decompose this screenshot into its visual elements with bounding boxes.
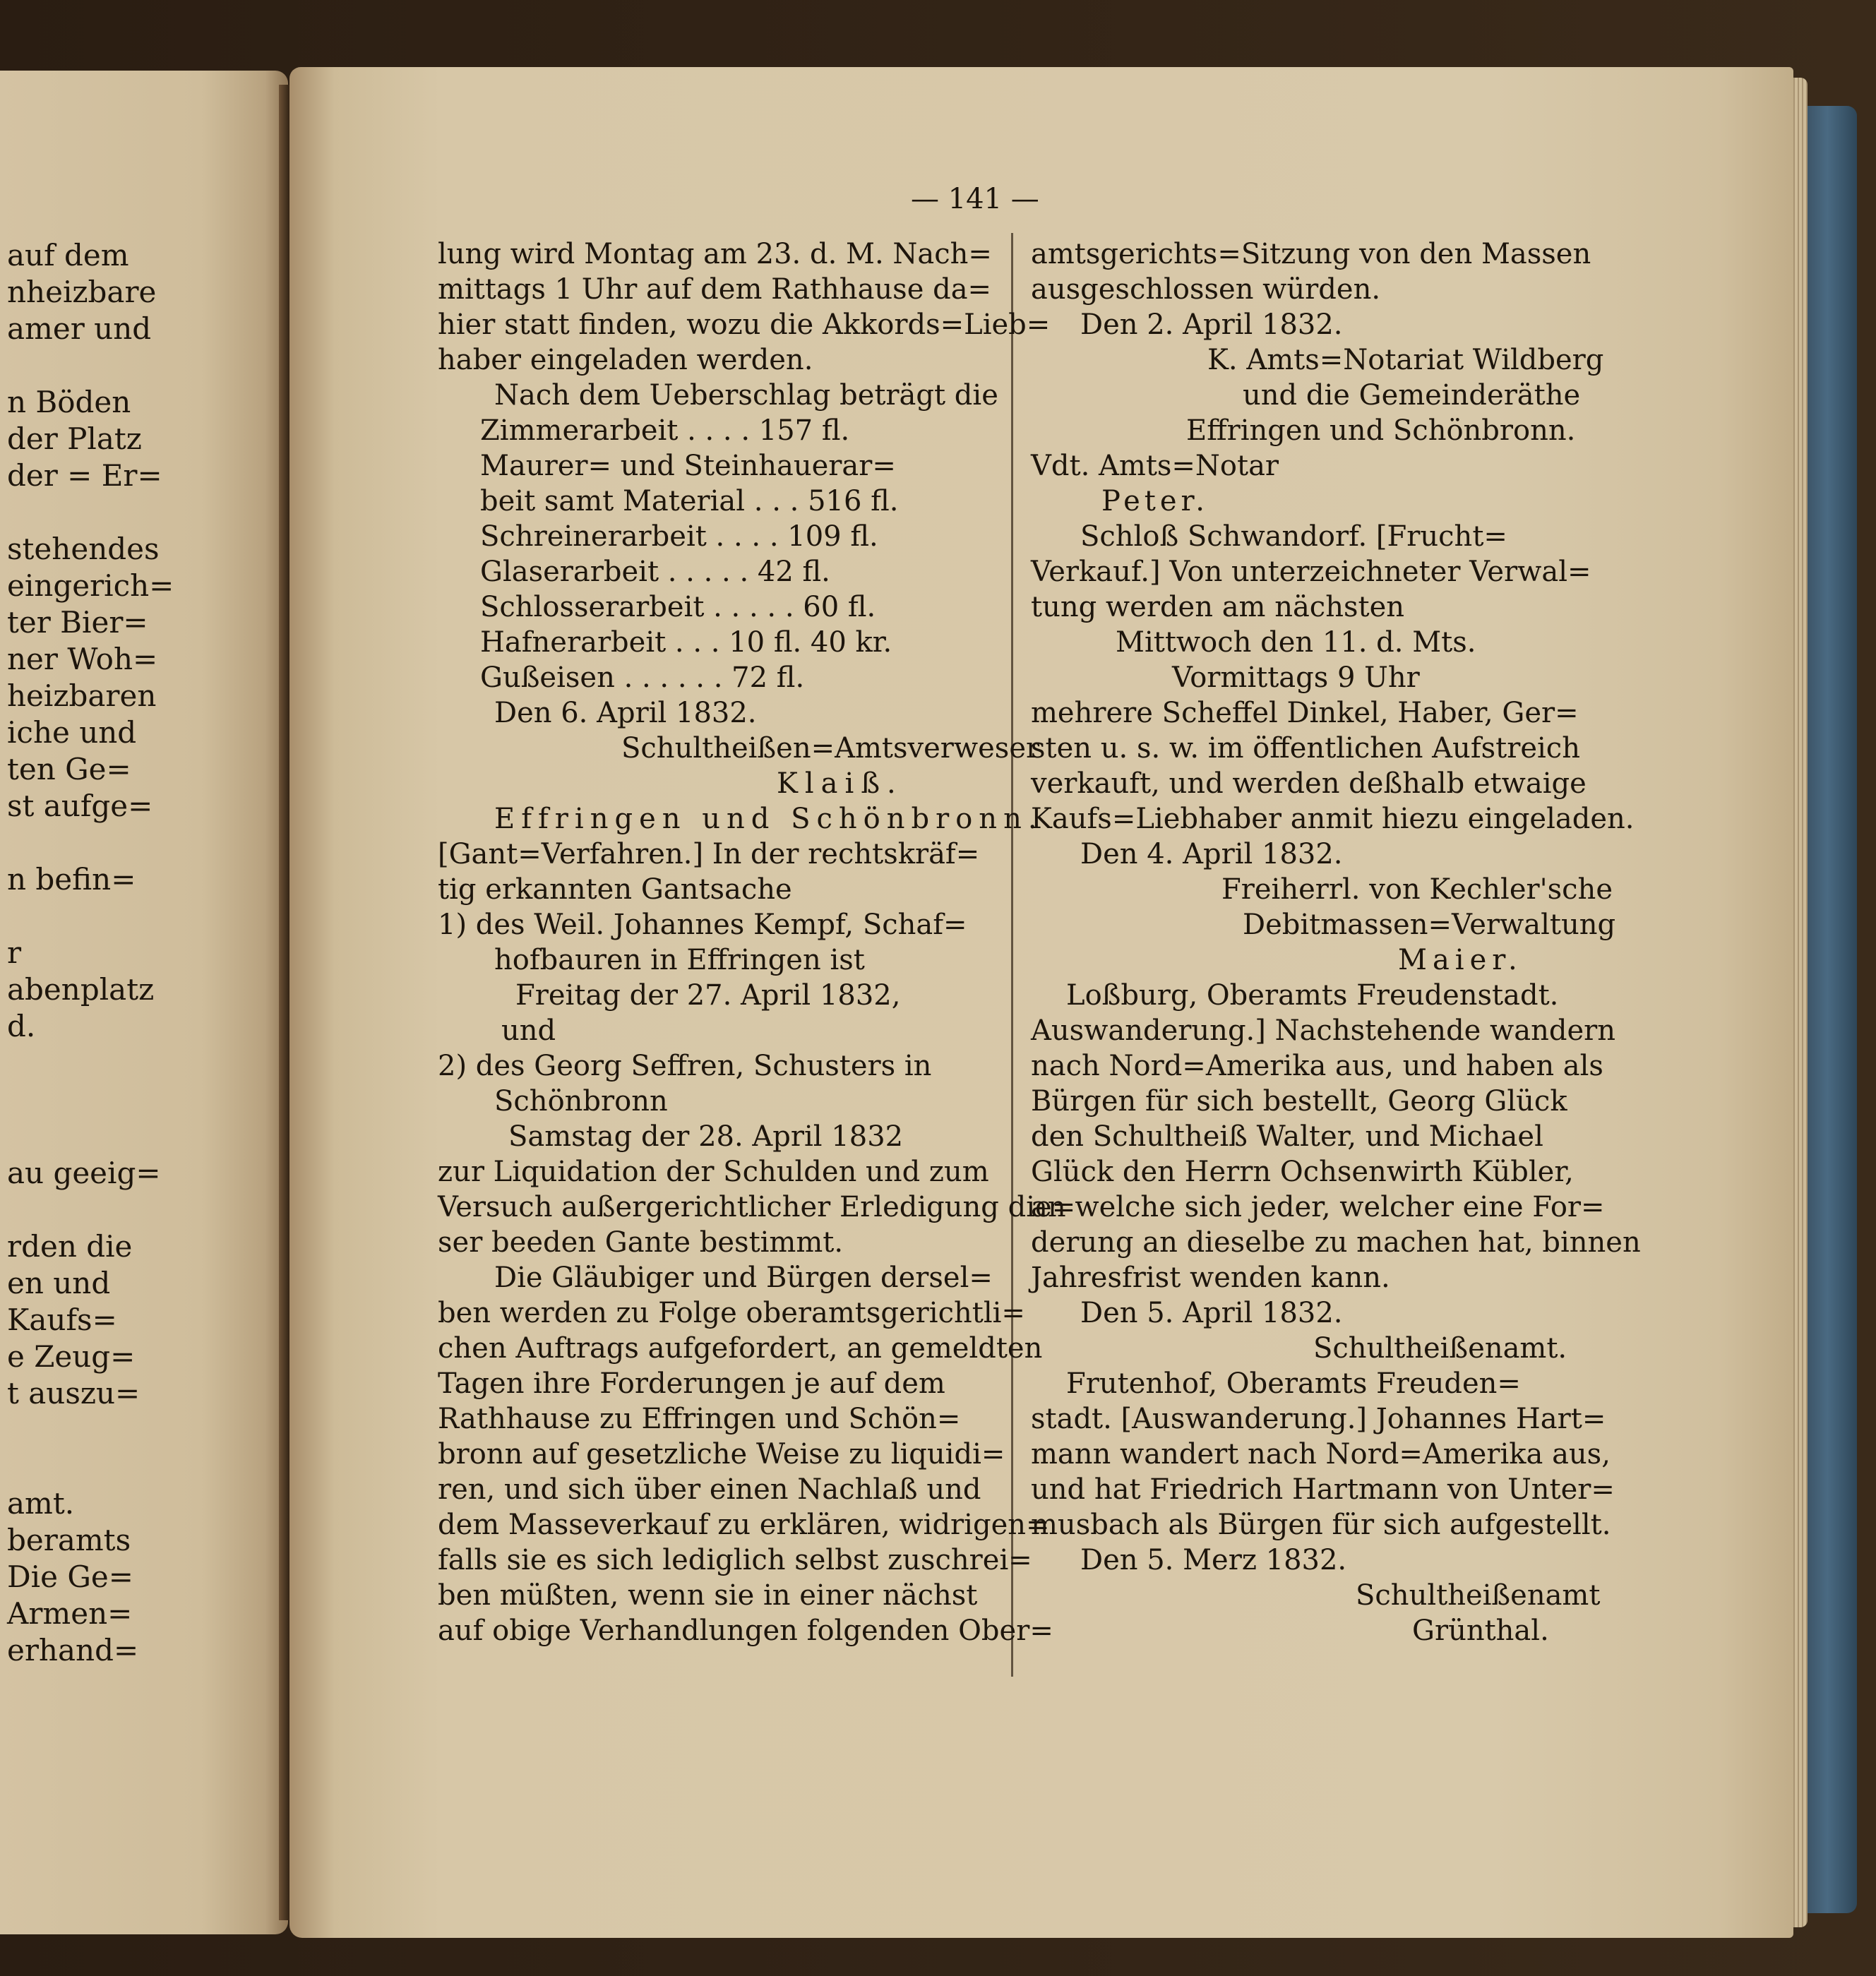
left-fragment: eingerich= — [7, 568, 174, 603]
text-line: Mittwoch den 11. d. Mts. — [1116, 626, 1476, 659]
text-line: sten u. s. w. im öffentlichen Aufstreich — [1031, 732, 1580, 765]
date-line: Den 5. April 1832. — [1080, 1297, 1343, 1329]
left-fragment: Kaufs= — [7, 1303, 117, 1337]
text-line: Tagen ihre Forderungen je auf dem — [438, 1367, 945, 1400]
cost-line: Gußeisen . . . . . . 72 fl. — [480, 661, 805, 694]
left-fragment: t auszu= — [7, 1376, 141, 1411]
signature-line: Vdt. Amts=Notar — [1031, 450, 1279, 482]
left-fragment: abenplatz — [7, 972, 155, 1007]
text-line: Samstag der 28. April 1832 — [508, 1120, 904, 1153]
text-line: und hat Friedrich Hartmann von Unter= — [1031, 1473, 1615, 1506]
cost-line: Zimmerarbeit . . . . 157 fl. — [480, 414, 850, 447]
signature-line: Freiherrl. von Kechler'sche — [1221, 873, 1613, 906]
text-line: ren, und sich über einen Nachlaß und — [438, 1473, 981, 1506]
left-fragment: amer und — [7, 311, 152, 346]
left-fragment: Armen= — [7, 1596, 133, 1631]
left-fragment: nheizbare — [7, 275, 157, 309]
text-line: nach Nord=Amerika aus, und haben als — [1031, 1050, 1603, 1082]
book-spine — [1808, 106, 1857, 1913]
left-fragment: der Platz — [7, 421, 142, 456]
left-fragment: iche und — [7, 715, 137, 750]
text-line: Verkauf.] Von unterzeichneter Verwal= — [1031, 556, 1591, 588]
text-line: an welche sich jeder, welcher eine For= — [1031, 1191, 1605, 1223]
cost-line: Maurer= und Steinhauerar= — [480, 450, 896, 482]
page-number: — 141 — — [911, 183, 1039, 215]
text-line: falls sie es sich lediglich selbst zuschrei= — [438, 1544, 1032, 1576]
text-line: und — [501, 1014, 556, 1047]
section-heading: Schloß Schwandorf. [Frucht= — [1080, 520, 1507, 553]
date-line: Den 4. April 1832. — [1080, 838, 1343, 870]
left-fragment: heizbaren — [7, 678, 157, 713]
left-fragment: erhand= — [7, 1633, 139, 1667]
signature-name: Maier. — [1398, 944, 1523, 976]
signature-line: Schultheißen=Amtsverweser — [621, 732, 1040, 765]
text-line: bronn auf gesetzliche Weise zu liquidi= — [438, 1438, 1005, 1471]
signature-line: Debitmassen=Verwaltung — [1243, 909, 1616, 941]
signature-line: Effringen und Schönbronn. — [1186, 414, 1576, 447]
section-heading: Frutenhof, Oberamts Freuden= — [1066, 1367, 1521, 1400]
text-line: dem Masseverkauf zu erklären, widrigen= — [438, 1509, 1050, 1541]
left-fragment: rden die — [7, 1229, 133, 1264]
text-line: hier statt finden, wozu die Akkords=Lieb= — [438, 309, 1051, 341]
text-line: tig erkannten Gantsache — [438, 873, 792, 906]
column-divider — [1011, 233, 1013, 1677]
left-fragment: ten Ge= — [7, 752, 131, 786]
left-fragment: ter Bier= — [7, 605, 148, 640]
text-line: mann wandert nach Nord=Amerika aus, — [1031, 1438, 1611, 1471]
date-line: Den 2. April 1832. — [1080, 309, 1343, 341]
left-fragment: beramts — [7, 1523, 131, 1557]
text-line: Glück den Herrn Ochsenwirth Kübler, — [1031, 1156, 1574, 1188]
text-line: Jahresfrist wenden kann. — [1031, 1262, 1390, 1294]
left-fragment: n Böden — [7, 385, 131, 419]
left-fragment: amt. — [7, 1486, 75, 1521]
signature-line: und die Gemeinderäthe — [1243, 379, 1581, 412]
text-line: haber eingeladen werden. — [438, 344, 813, 376]
date-line: Den 5. Merz 1832. — [1080, 1544, 1347, 1576]
text-line: mehrere Scheffel Dinkel, Haber, Ger= — [1031, 697, 1579, 729]
text-line: Die Gläubiger und Bürgen dersel= — [494, 1262, 993, 1294]
signature-name: Peter. — [1101, 485, 1209, 517]
text-line: Nach dem Ueberschlag beträgt die — [494, 379, 998, 412]
text-line: Auswanderung.] Nachstehende wandern — [1031, 1014, 1616, 1047]
text-line: zur Liquidation der Schulden und zum — [438, 1156, 989, 1188]
text-line: musbach als Bürgen für sich aufgestellt. — [1031, 1509, 1611, 1541]
left-fragment: r — [7, 935, 22, 970]
text-line: Rathhause zu Effringen und Schön= — [438, 1403, 961, 1435]
date-line: Den 6. April 1832. — [494, 697, 757, 729]
text-line: den Schultheiß Walter, und Michael — [1031, 1120, 1543, 1153]
text-line: auf obige Verhandlungen folgenden Ober= — [438, 1615, 1053, 1647]
signature-line: K. Amts=Notariat Wildberg — [1207, 344, 1604, 376]
cost-line: beit samt Material . . . 516 fl. — [480, 485, 899, 517]
left-fragment: au geeig= — [7, 1156, 161, 1190]
text-line: Kaufs=Liebhaber anmit hiezu eingeladen. — [1031, 803, 1635, 835]
cost-line: Schreinerarbeit . . . . 109 fl. — [480, 520, 878, 553]
section-heading: Loßburg, Oberamts Freudenstadt. — [1066, 979, 1559, 1012]
section-heading: Effringen und Schönbronn. — [494, 803, 1044, 835]
left-fragment: d. — [7, 1009, 36, 1043]
text-line: mittags 1 Uhr auf dem Rathhause da= — [438, 273, 992, 306]
signature-line: Schultheißenamt. — [1313, 1332, 1567, 1365]
text-line: verkauft, und werden deßhalb etwaige — [1031, 767, 1587, 800]
left-fragment: auf dem — [7, 238, 129, 273]
left-fragment: e Zeug= — [7, 1339, 136, 1374]
left-fragment: stehendes — [7, 532, 160, 566]
signature-line: Schultheißenamt — [1356, 1579, 1601, 1612]
cost-line: Glaserarbeit . . . . . 42 fl. — [480, 556, 830, 588]
text-line: ben werden zu Folge oberamtsgerichtli= — [438, 1297, 1025, 1329]
text-line: stadt. [Auswanderung.] Johannes Hart= — [1031, 1403, 1606, 1435]
text-line: hofbauren in Effringen ist — [494, 944, 865, 976]
text-line: Freitag der 27. April 1832, — [515, 979, 901, 1012]
left-fragment: st aufge= — [7, 789, 153, 823]
text-line: amtsgerichts=Sitzung von den Massen — [1031, 238, 1591, 270]
text-line: ben müßten, wenn sie in einer nächst — [438, 1579, 978, 1612]
text-line: 2) des Georg Seffren, Schusters in — [438, 1050, 932, 1082]
signature-name: Klaiß. — [777, 767, 903, 800]
cost-line: Hafnerarbeit . . . 10 fl. 40 kr. — [480, 626, 892, 659]
left-fragment: Die Ge= — [7, 1559, 133, 1594]
cost-line: Schlosserarbeit . . . . . 60 fl. — [480, 591, 876, 623]
text-line: ser beeden Gante bestimmt. — [438, 1226, 844, 1259]
text-line: Vormittags 9 Uhr — [1172, 661, 1420, 694]
left-page — [0, 71, 288, 1934]
text-line: Bürgen für sich bestellt, Georg Glück — [1031, 1085, 1567, 1118]
text-line: lung wird Montag am 23. d. M. Nach= — [438, 238, 992, 270]
left-fragment: ner Woh= — [7, 642, 158, 676]
text-line: tung werden am nächsten — [1031, 591, 1405, 623]
text-line: ausgeschlossen würden. — [1031, 273, 1381, 306]
text-line: [Gant=Verfahren.] In der rechtskräf= — [438, 838, 980, 870]
text-line: chen Auftrags aufgefordert, an gemeldten — [438, 1332, 1043, 1365]
text-line: Versuch außergerichtlicher Erledigung die= — [438, 1191, 1076, 1223]
left-fragment: der = Er= — [7, 458, 162, 493]
signature-name: Grünthal. — [1412, 1615, 1549, 1647]
text-line: Schönbronn — [494, 1085, 668, 1118]
text-line: 1) des Weil. Johannes Kempf, Schaf= — [438, 909, 967, 941]
text-line: derung an dieselbe zu machen hat, binnen — [1031, 1226, 1641, 1259]
left-fragment: en und — [7, 1266, 111, 1300]
left-fragment: n befin= — [7, 862, 136, 897]
